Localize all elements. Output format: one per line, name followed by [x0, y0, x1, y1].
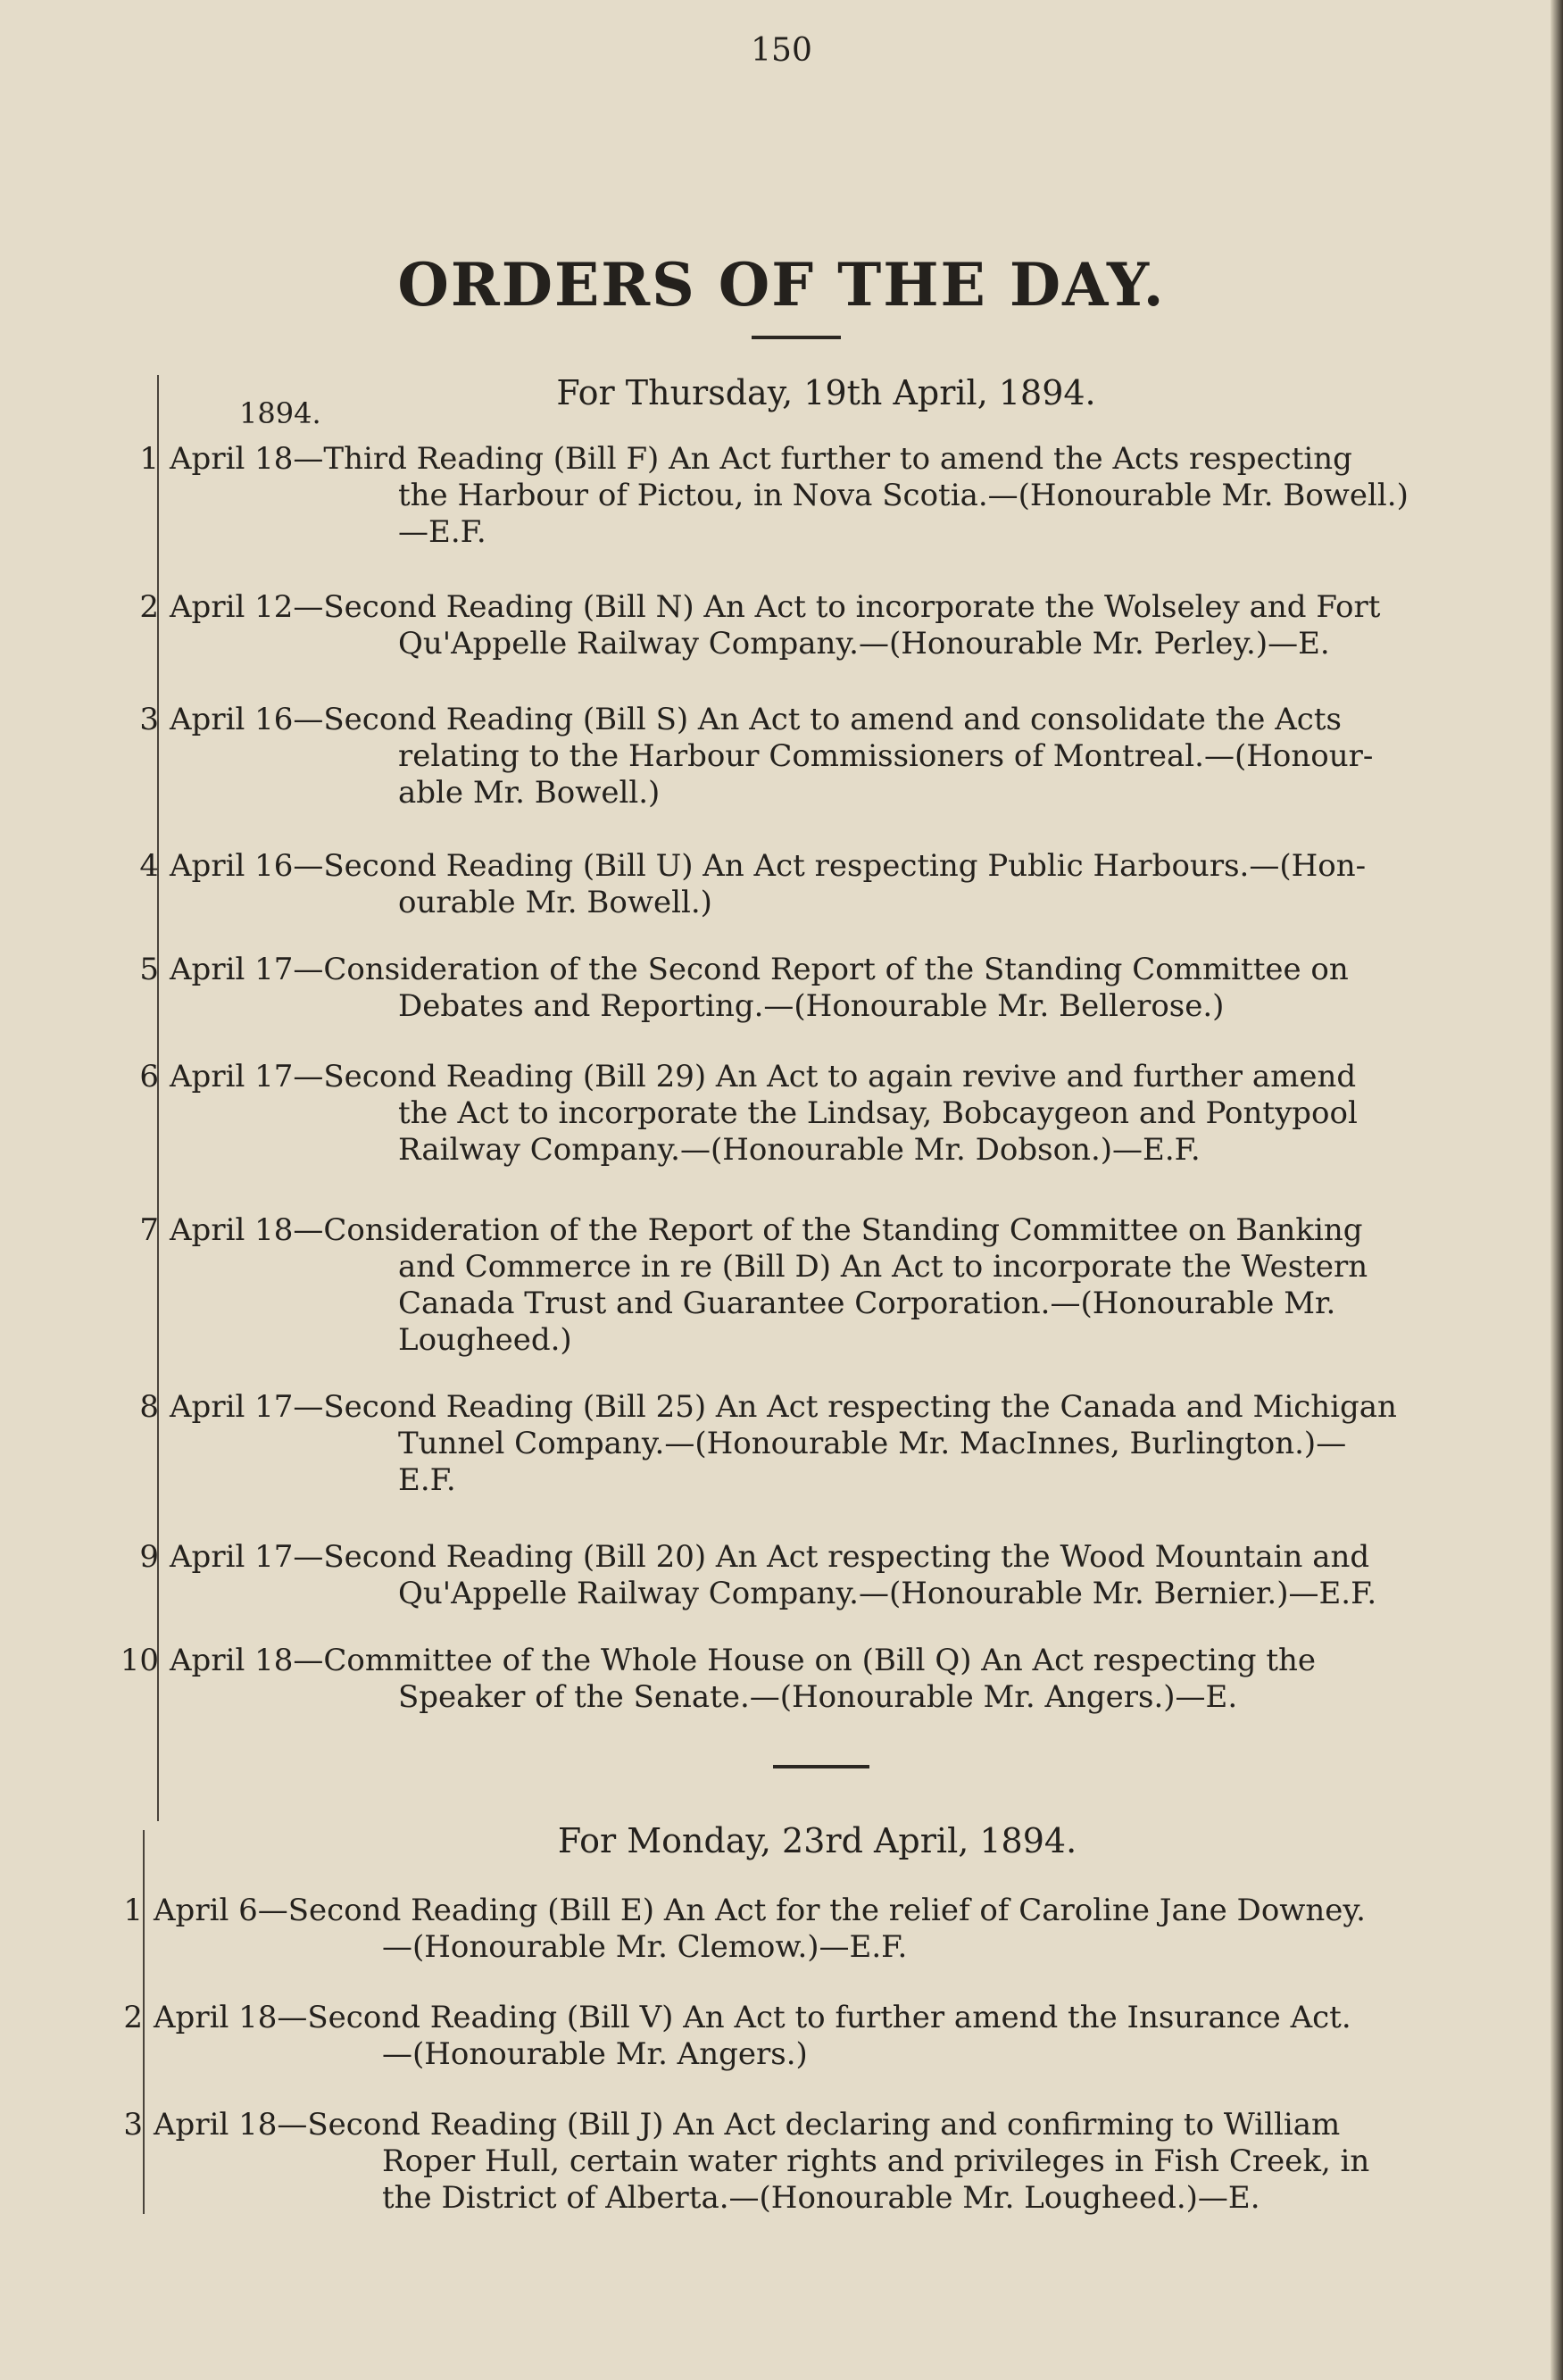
order-entry — [123, 2107, 1370, 2217]
order-entry — [139, 1059, 1358, 1169]
entry-continuation-line: Canada Trust and Guarantee Corporation.—(Honourable Mr. — [398, 1286, 1336, 1321]
section-heading-thursday: For Thursday, 19th April, 1894. — [556, 373, 1096, 412]
entry-number: 2 — [123, 2000, 143, 2035]
entry-number: 6 — [139, 1059, 159, 1094]
entry-first-line: April 17—Second Reading (Bill 20) An Act respecting the Wood Mountain and — [170, 1539, 1370, 1575]
entry-continuation-line: Debates and Reporting.—(Honourable Mr. Bellerose.) — [398, 988, 1225, 1024]
entry-continuation-line: —E.F. — [398, 514, 486, 550]
entry-first-line: April 12—Second Reading (Bill N) An Act to incorporate the Wolseley and Fort — [170, 589, 1381, 625]
order-entry — [123, 1893, 1366, 1966]
entry-first-line: April 16—Second Reading (Bill S) An Act to amend and consolidate the Acts — [170, 702, 1342, 737]
entry-number: 3 — [139, 702, 159, 737]
entry-first-line: April 17—Consideration of the Second Report of the Standing Committee on — [170, 952, 1349, 987]
margin-line-monday — [143, 1830, 145, 2214]
entry-continuation-line: the District of Alberta.—(Honourable Mr. Lougheed.)—E. — [382, 2180, 1260, 2216]
entry-continuation-line: Lougheed.) — [398, 1322, 572, 1358]
entry-first-line: April 17—Second Reading (Bill 29) An Act to again revive and further amend — [170, 1059, 1357, 1094]
entry-first-line: April 16—Second Reading (Bill U) An Act respecting Public Harbours.—(Hon- — [170, 848, 1367, 884]
entry-first-line: April 18—Third Reading (Bill F) An Act further to amend the Acts respecting — [170, 441, 1352, 477]
section-heading-monday: For Monday, 23rd April, 1894. — [557, 1821, 1077, 1860]
entry-first-line: April 18—Committee of the Whole House on (Bill Q) An Act respecting the — [170, 1643, 1317, 1678]
order-entry — [139, 441, 1409, 551]
order-entry — [139, 1389, 1397, 1499]
entry-number: 1 — [139, 441, 159, 477]
entry-first-line: April 6—Second Reading (Bill E) An Act for the relief of Caroline Jane Downey. — [154, 1893, 1366, 1928]
entry-number: 5 — [139, 952, 159, 987]
entry-first-line: April 18—Second Reading (Bill V) An Act to further amend the Insurance Act. — [154, 2000, 1351, 2035]
year-label: 1894. — [239, 396, 321, 430]
order-entry — [120, 1643, 1317, 1716]
title-rule — [752, 336, 841, 339]
entry-continuation-line: the Harbour of Pictou, in Nova Scotia.—(Honourable Mr. Bowell.) — [398, 478, 1409, 513]
entry-continuation-line: Roper Hull, certain water rights and privileges in Fish Creek, in — [382, 2143, 1370, 2179]
order-entry — [123, 2000, 1351, 2073]
order-entry — [139, 1212, 1368, 1359]
order-entry — [139, 589, 1381, 662]
page-title: ORDERS OF THE DAY. — [397, 250, 1166, 320]
entry-continuation-line: Tunnel Company.—(Honourable Mr. MacInnes, Burlington.)— — [398, 1426, 1347, 1461]
entry-continuation-line: —(Honourable Mr. Clemow.)—E.F. — [382, 1929, 908, 1965]
entry-first-line: April 17—Second Reading (Bill 25) An Act respecting the Canada and Michigan — [170, 1389, 1397, 1425]
entry-first-line: April 18—Second Reading (Bill J) An Act declaring and confirming to William — [154, 2107, 1341, 2143]
order-entry — [139, 952, 1349, 1025]
entry-continuation-line: E.F. — [398, 1462, 456, 1498]
entry-continuation-line: relating to the Harbour Commissioners of Montreal.—(Honour- — [398, 738, 1374, 774]
page-number: 150 — [751, 32, 812, 69]
entry-number: 4 — [139, 848, 159, 884]
entry-continuation-line: Qu'Appelle Railway Company.—(Honourable Mr. Perley.)—E. — [398, 626, 1330, 662]
entry-continuation-line: —(Honourable Mr. Angers.) — [382, 2036, 808, 2072]
entry-number: 3 — [123, 2107, 143, 2143]
page-edge-shadow — [1551, 0, 1563, 2380]
order-entry — [139, 702, 1374, 811]
entry-continuation-line: Railway Company.—(Honourable Mr. Dobson.)—E.F. — [398, 1132, 1201, 1168]
entry-continuation-line: and Commerce in re (Bill D) An Act to incorporate the Western — [398, 1249, 1368, 1285]
entry-continuation-line: ourable Mr. Bowell.) — [398, 885, 712, 920]
entry-number: 9 — [139, 1539, 159, 1575]
entry-number: 10 — [120, 1643, 159, 1678]
entry-first-line: April 18—Consideration of the Report of the Standing Committee on Banking — [170, 1212, 1363, 1248]
order-entry — [139, 1539, 1377, 1612]
entry-number: 2 — [139, 589, 159, 625]
order-entry — [139, 848, 1367, 921]
entry-continuation-line: the Act to incorporate the Lindsay, Bobcaygeon and Pontypool — [398, 1095, 1358, 1131]
entry-number: 1 — [123, 1893, 143, 1928]
entry-number: 7 — [139, 1212, 159, 1248]
entry-continuation-line: Qu'Appelle Railway Company.—(Honourable Mr. Bernier.)—E.F. — [398, 1576, 1377, 1611]
entry-continuation-line: Speaker of the Senate.—(Honourable Mr. Angers.)—E. — [398, 1679, 1238, 1715]
entry-number: 8 — [139, 1389, 159, 1425]
section-rule — [773, 1765, 869, 1768]
entry-continuation-line: able Mr. Bowell.) — [398, 775, 661, 811]
